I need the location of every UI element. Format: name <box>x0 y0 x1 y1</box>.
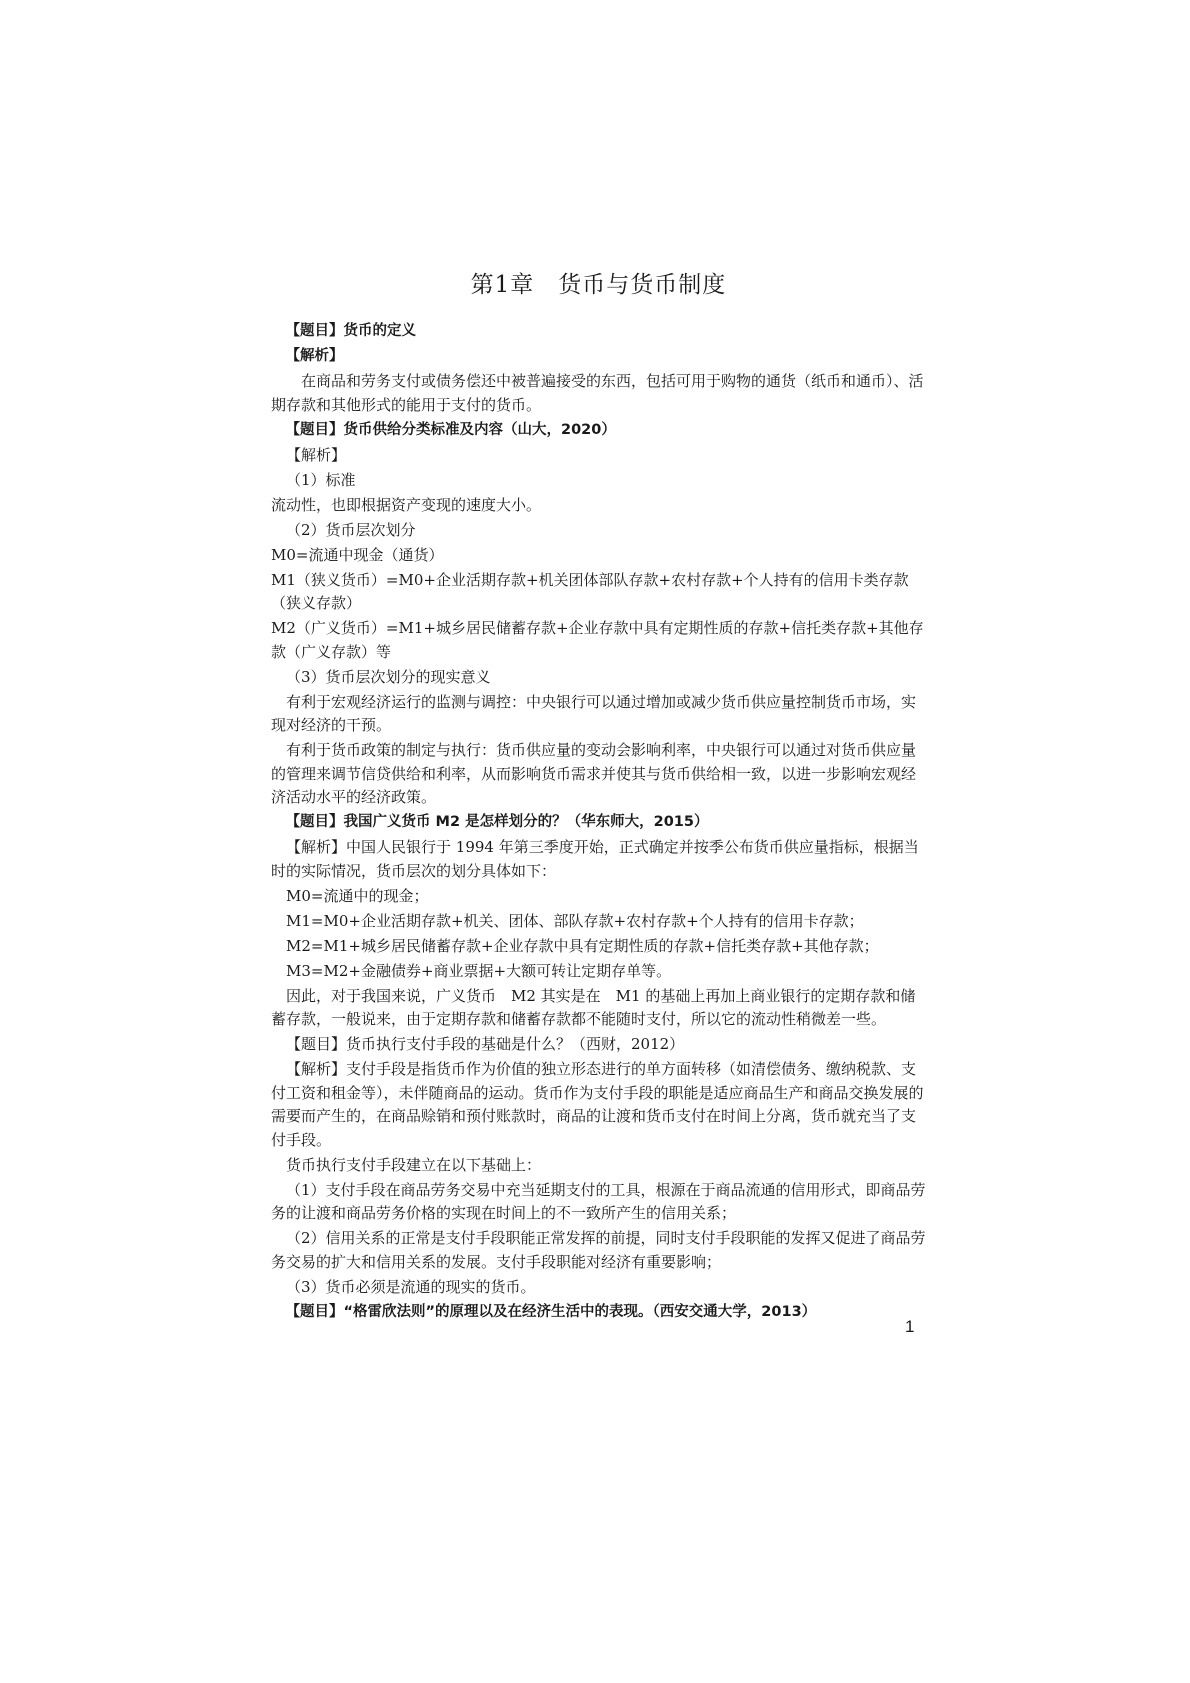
chapter-title: 第1章 货币与货币制度 <box>470 272 727 298</box>
page-number: 1 <box>905 1317 915 1336</box>
paragraph: 有利于宏观经济运行的监测与调控：中央银行可以通过增加或减少货币供应量控制货币市场，实现对经济的干预。 <box>271 692 917 734</box>
paragraph: （3）货币层次划分的现实意义 <box>286 667 491 686</box>
paragraph: 在商品和劳务支付或债务偿还中被普遍接受的东西，包括可用于购物的通货（纸币和通币）、活期存款和其他形式的能用于支付的货币。 <box>271 372 924 414</box>
paragraph: 有利于货币政策的制定与执行：货币供应量的变动会影响利率，中央银行可以通过对货币供应量的管理来调节信贷供给和利率，从而影响货币需求并使其与货币供给相一致，以进一步影响宏观经济活动水平的经济政策。 <box>271 741 917 806</box>
question-heading: 【题目】“格雷欣法则”的原理以及在经济生活中的表现。（西安交通大学，2013） <box>285 1303 817 1320</box>
paragraph: 【解析】 <box>286 445 347 464</box>
paragraph: M1=M0+企业活期存款+机关、团体、部队存款+农村存款+个人持有的信用卡存款； <box>286 911 864 930</box>
paragraph: 流动性，也即根据资产变现的速度大小。 <box>271 495 542 514</box>
question-heading: 【题目】货币执行支付手段的基础是什么？（西财，2012） <box>286 1035 685 1053</box>
question-heading: 【题目】货币的定义 <box>285 323 416 339</box>
paragraph: （1）支付手段在商品劳务交易中充当延期支付的工具，根源在于商品流通的信用形式，即商品劳务的让渡和商品劳务价格的实现在时间上的不一致所产生的信用关系； <box>271 1180 926 1222</box>
paragraph: 货币执行支付手段建立在以下基础上： <box>286 1155 542 1174</box>
page-content <box>271 270 926 1326</box>
paragraph: M3=M2+金融债券+商业票据+大额可转让定期存单等。 <box>286 961 672 980</box>
paragraph: （1）标准 <box>286 470 356 489</box>
paragraph: M0=流通中现金（通货） <box>271 545 444 564</box>
paragraph: 【解析】支付手段是指货币作为价值的独立形态进行的单方面转移（如清偿债务、缴纳税款、支付工资和租金等），未伴随商品的运动。货币作为支付手段的职能是适应商品生产和商品交换发展的需要而产生的，在商品赊销和预付账款时，商品的让渡和货币支付在时间上分离，货币就充当了支付手段。 <box>271 1060 924 1149</box>
body-text <box>271 320 926 1324</box>
paragraph: M1（狭义货币）=M0+企业活期存款+机关团体部队存款+农村存款+个人持有的信用卡类存款（狭义存款） <box>271 570 909 612</box>
question-heading: 【题目】我国广义货币 M2 是怎样划分的？（华东师大，2015） <box>285 814 709 830</box>
paragraph: （2）信用关系的正常是支付手段职能正常发挥的前提，同时支付手段职能的发挥又促进了商品劳务交易的扩大和信用关系的发展。支付手段职能对经济有重要影响； <box>271 1229 926 1271</box>
paragraph: 【解析】中国人民银行于 1994 年第三季度开始，正式确定并按季公布货币供应量指标，根据当时的实际情况，货币层次的划分具体如下： <box>271 838 919 880</box>
paragraph: M0=流通中的现金； <box>286 886 429 905</box>
paragraph: （2）货币层次划分 <box>286 520 416 539</box>
paragraph: 【解析】 <box>285 348 344 364</box>
paragraph: M2（广义货币）=M1+城乡居民储蓄存款+企业存款中具有定期性质的存款+信托类存款+其他存款（广义存款）等 <box>271 619 924 661</box>
paragraph: 因此，对于我国来说，广义货币 M2 其实是在 M1 的基础上再加上商业银行的定期存款和储蓄存款，一般说来，由于定期存款和储蓄存款都不能随时支付，所以它的流动性稍微差一些。 <box>271 986 916 1028</box>
question-heading: 【题目】货币供给分类标准及内容（山大，2020） <box>285 421 616 438</box>
paragraph: M2=M1+城乡居民储蓄存款+企业存款中具有定期性质的存款+信托类存款+其他存款； <box>286 936 879 955</box>
paragraph: （3）货币必须是流通的现实的货币。 <box>286 1277 536 1296</box>
